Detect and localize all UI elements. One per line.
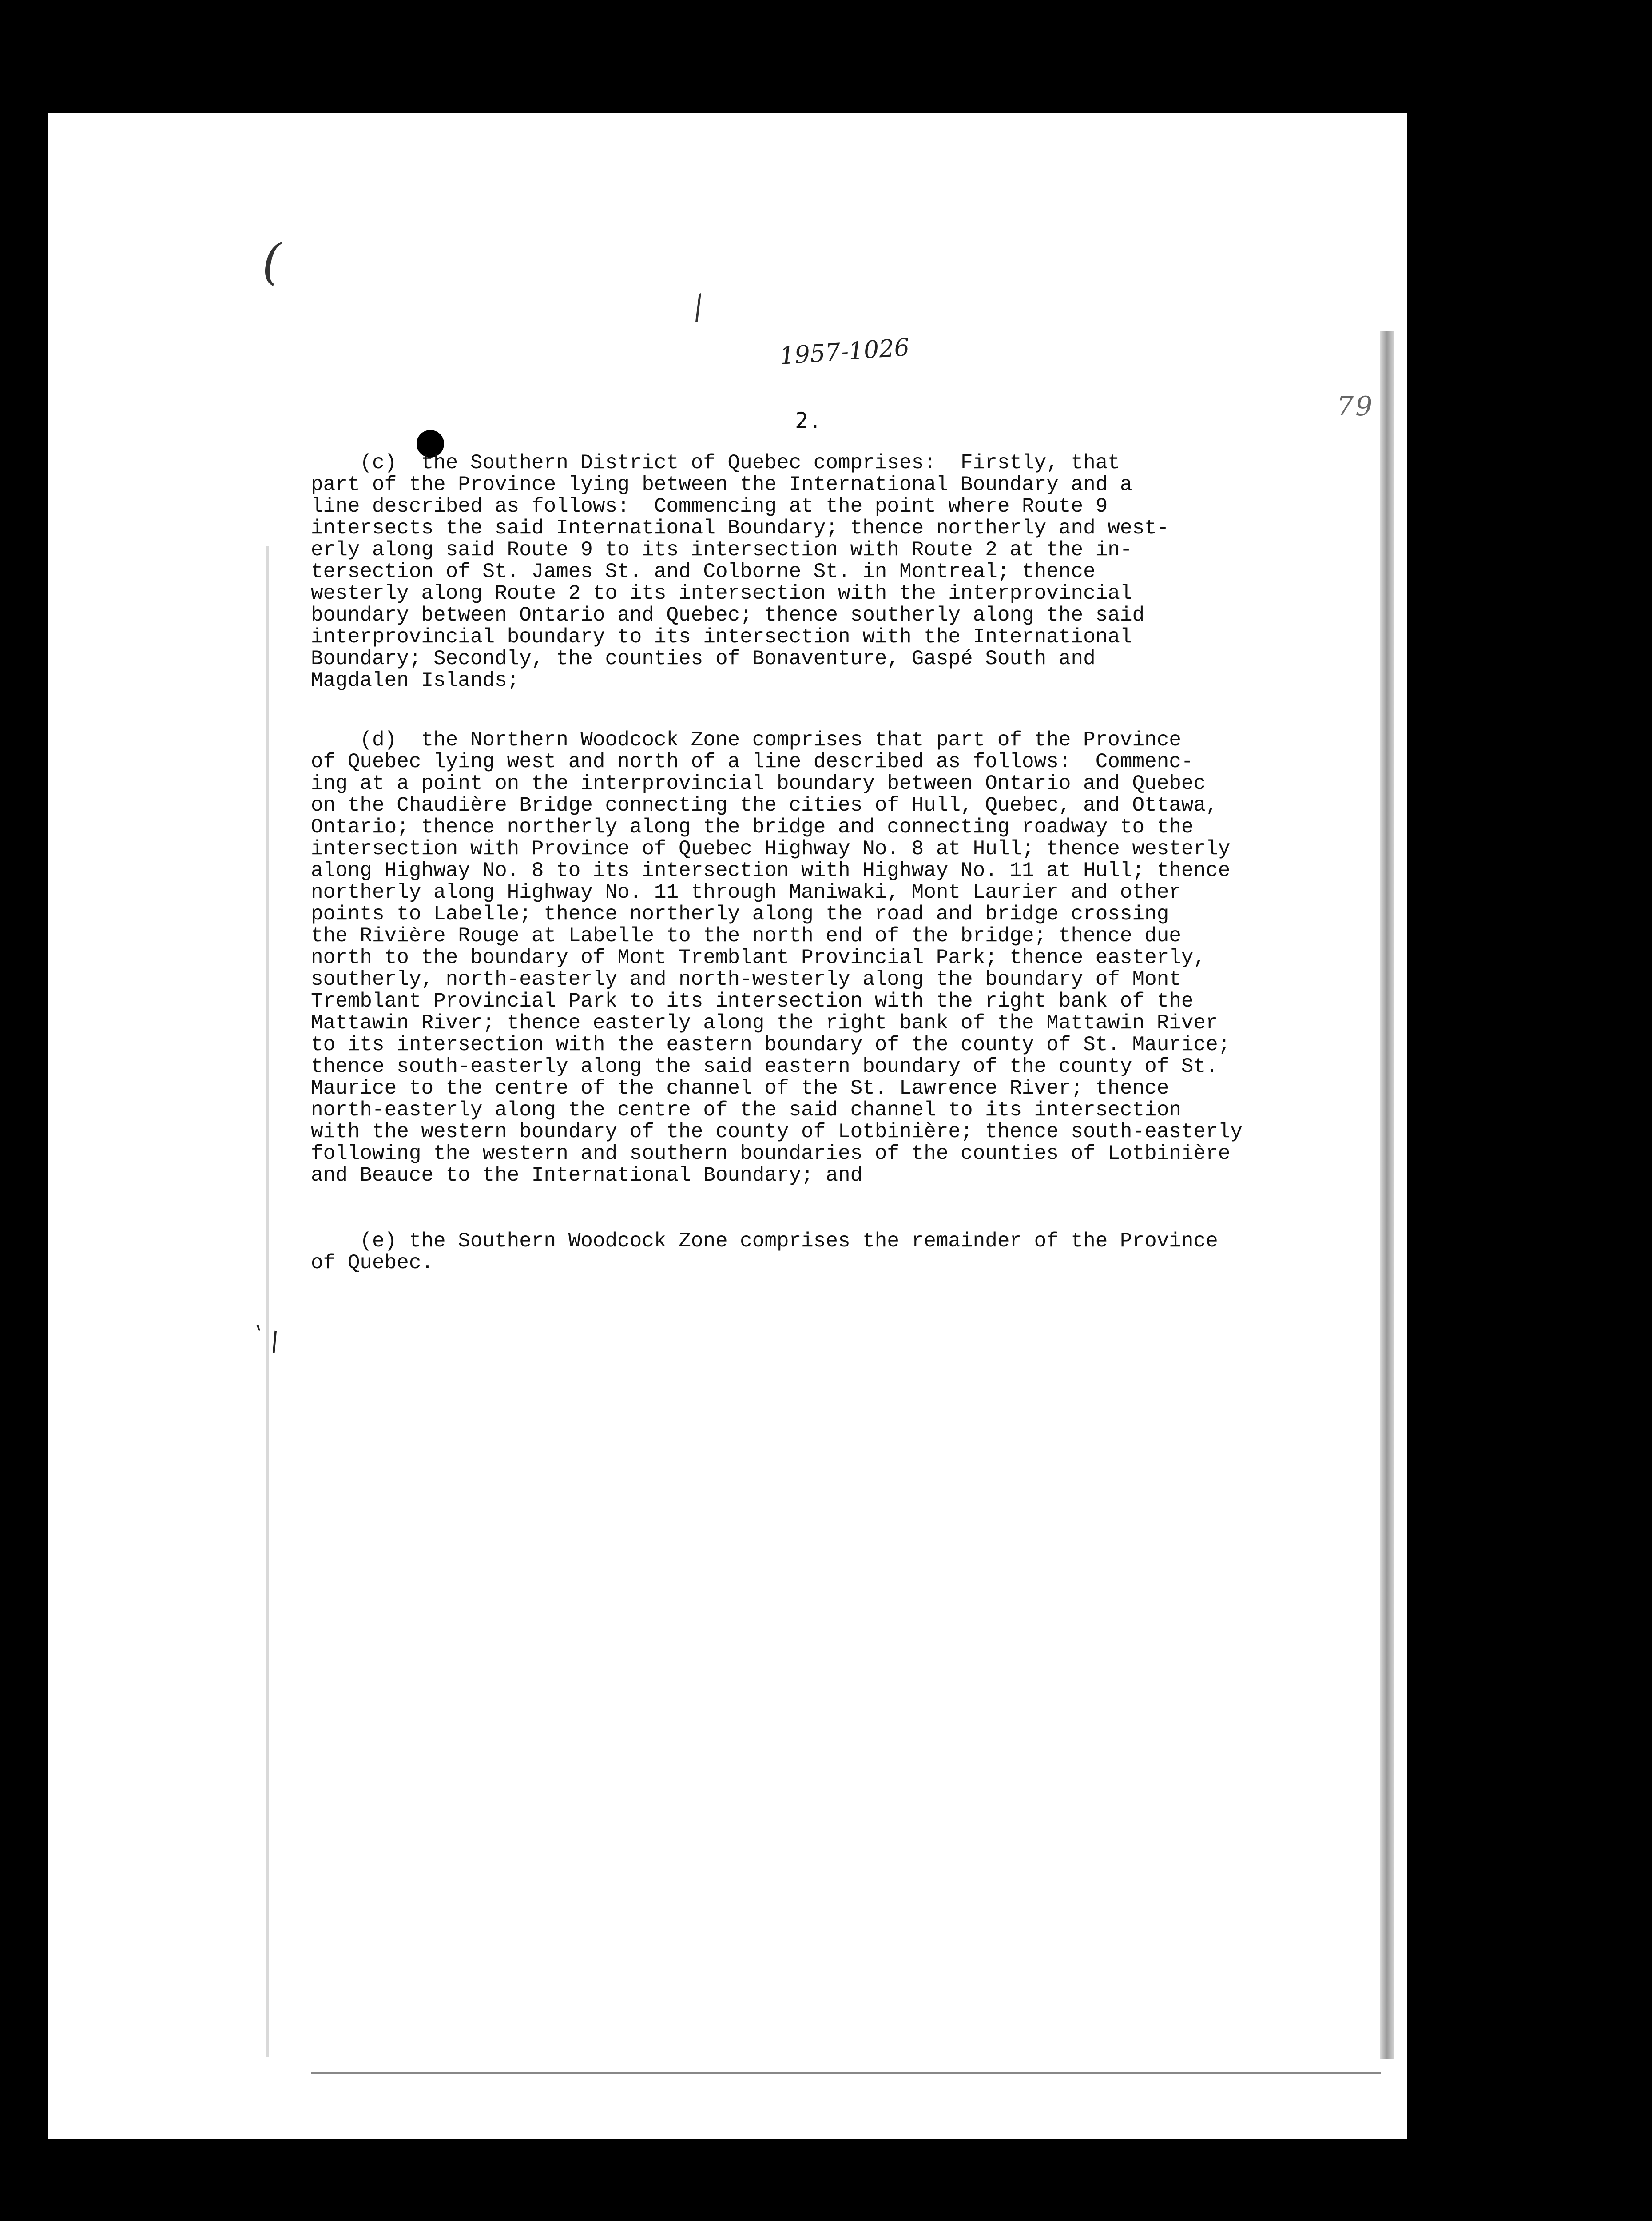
- handwritten-bracket: (: [262, 233, 281, 290]
- stamped-folio-number: 79: [1337, 391, 1374, 422]
- page-left-edge: [266, 546, 269, 2057]
- paragraph-c: (c) the Southern District of Quebec comprises: Firstly, that part of the Province lying between the International Boundary and a line described as follows: Commencing at the point where Route 9 intersects the said International Boundary; thence northerly and west- erly along said Route 9 to its intersection with Route 2 at the in- tersection of St. James St. and Colborne St. in Montreal; thence westerly along Route 2 to its intersection with the interprovincial boundary between Ontario and Quebec; thence southerly along the said interprovincial boundary to its intersection with the International Boundary; Secondly, the counties of Bonaventure, Gaspé South and Magdalen Islands;: [311, 451, 1169, 692]
- paragraph-e: (e) the Southern Woodcock Zone comprises the remainder of the Province of Quebec.: [311, 1230, 1218, 1274]
- margin-marks: ` \: [246, 1321, 282, 1358]
- page-number: 2.: [795, 408, 822, 434]
- paragraph-d: (d) the Northern Woodcock Zone comprises that part of the Province of Quebec lying west and north of a line described as follows: Commenc- ing at a point on the interprovincial boundary between Ontario and Quebec on the Chaudière Bridge connecting the cities of Hull, Quebec, and Ottawa, Ontario; thence northerly along the bridge and connecting roadway to the intersection with Province of Quebec Highway No. 8 at Hull; thence westerly along Highway No. 8 to its intersection with Highway No. 11 at Hull; thence northerly along Highway No. 11 through Maniwaki, Mont Laurier and other points to Labelle; thence northerly along the road and bridge crossing the Rivière Rouge at Labelle to the north end of the bridge; thence due north to the boundary of Mont Tremblant Provincial Park; thence easterly, southerly, north-easterly and north-westerly along the boundary of Mont Tremblant Provincial Park to its intersection with the right bank of the Mattawin River; thence easterly along the right bank of the Mattawin River to its intersection with the eastern boundary of the county of St. Maurice; thence south-easterly along the said eastern boundary of the county of St. Maurice to the centre of the channel of the St. Lawrence River; thence north-easterly along the centre of the said channel to its intersection with the western boundary of the county of Lotbinière; thence south-easterly following the western and southern boundaries of the counties of Lotbinière and Beauce to the International Boundary; and: [311, 728, 1243, 1187]
- handwritten-reference-number: 1957-1026: [778, 333, 910, 370]
- page-bottom-edge: [311, 2072, 1381, 2074]
- handwritten-tick: /: [687, 288, 709, 326]
